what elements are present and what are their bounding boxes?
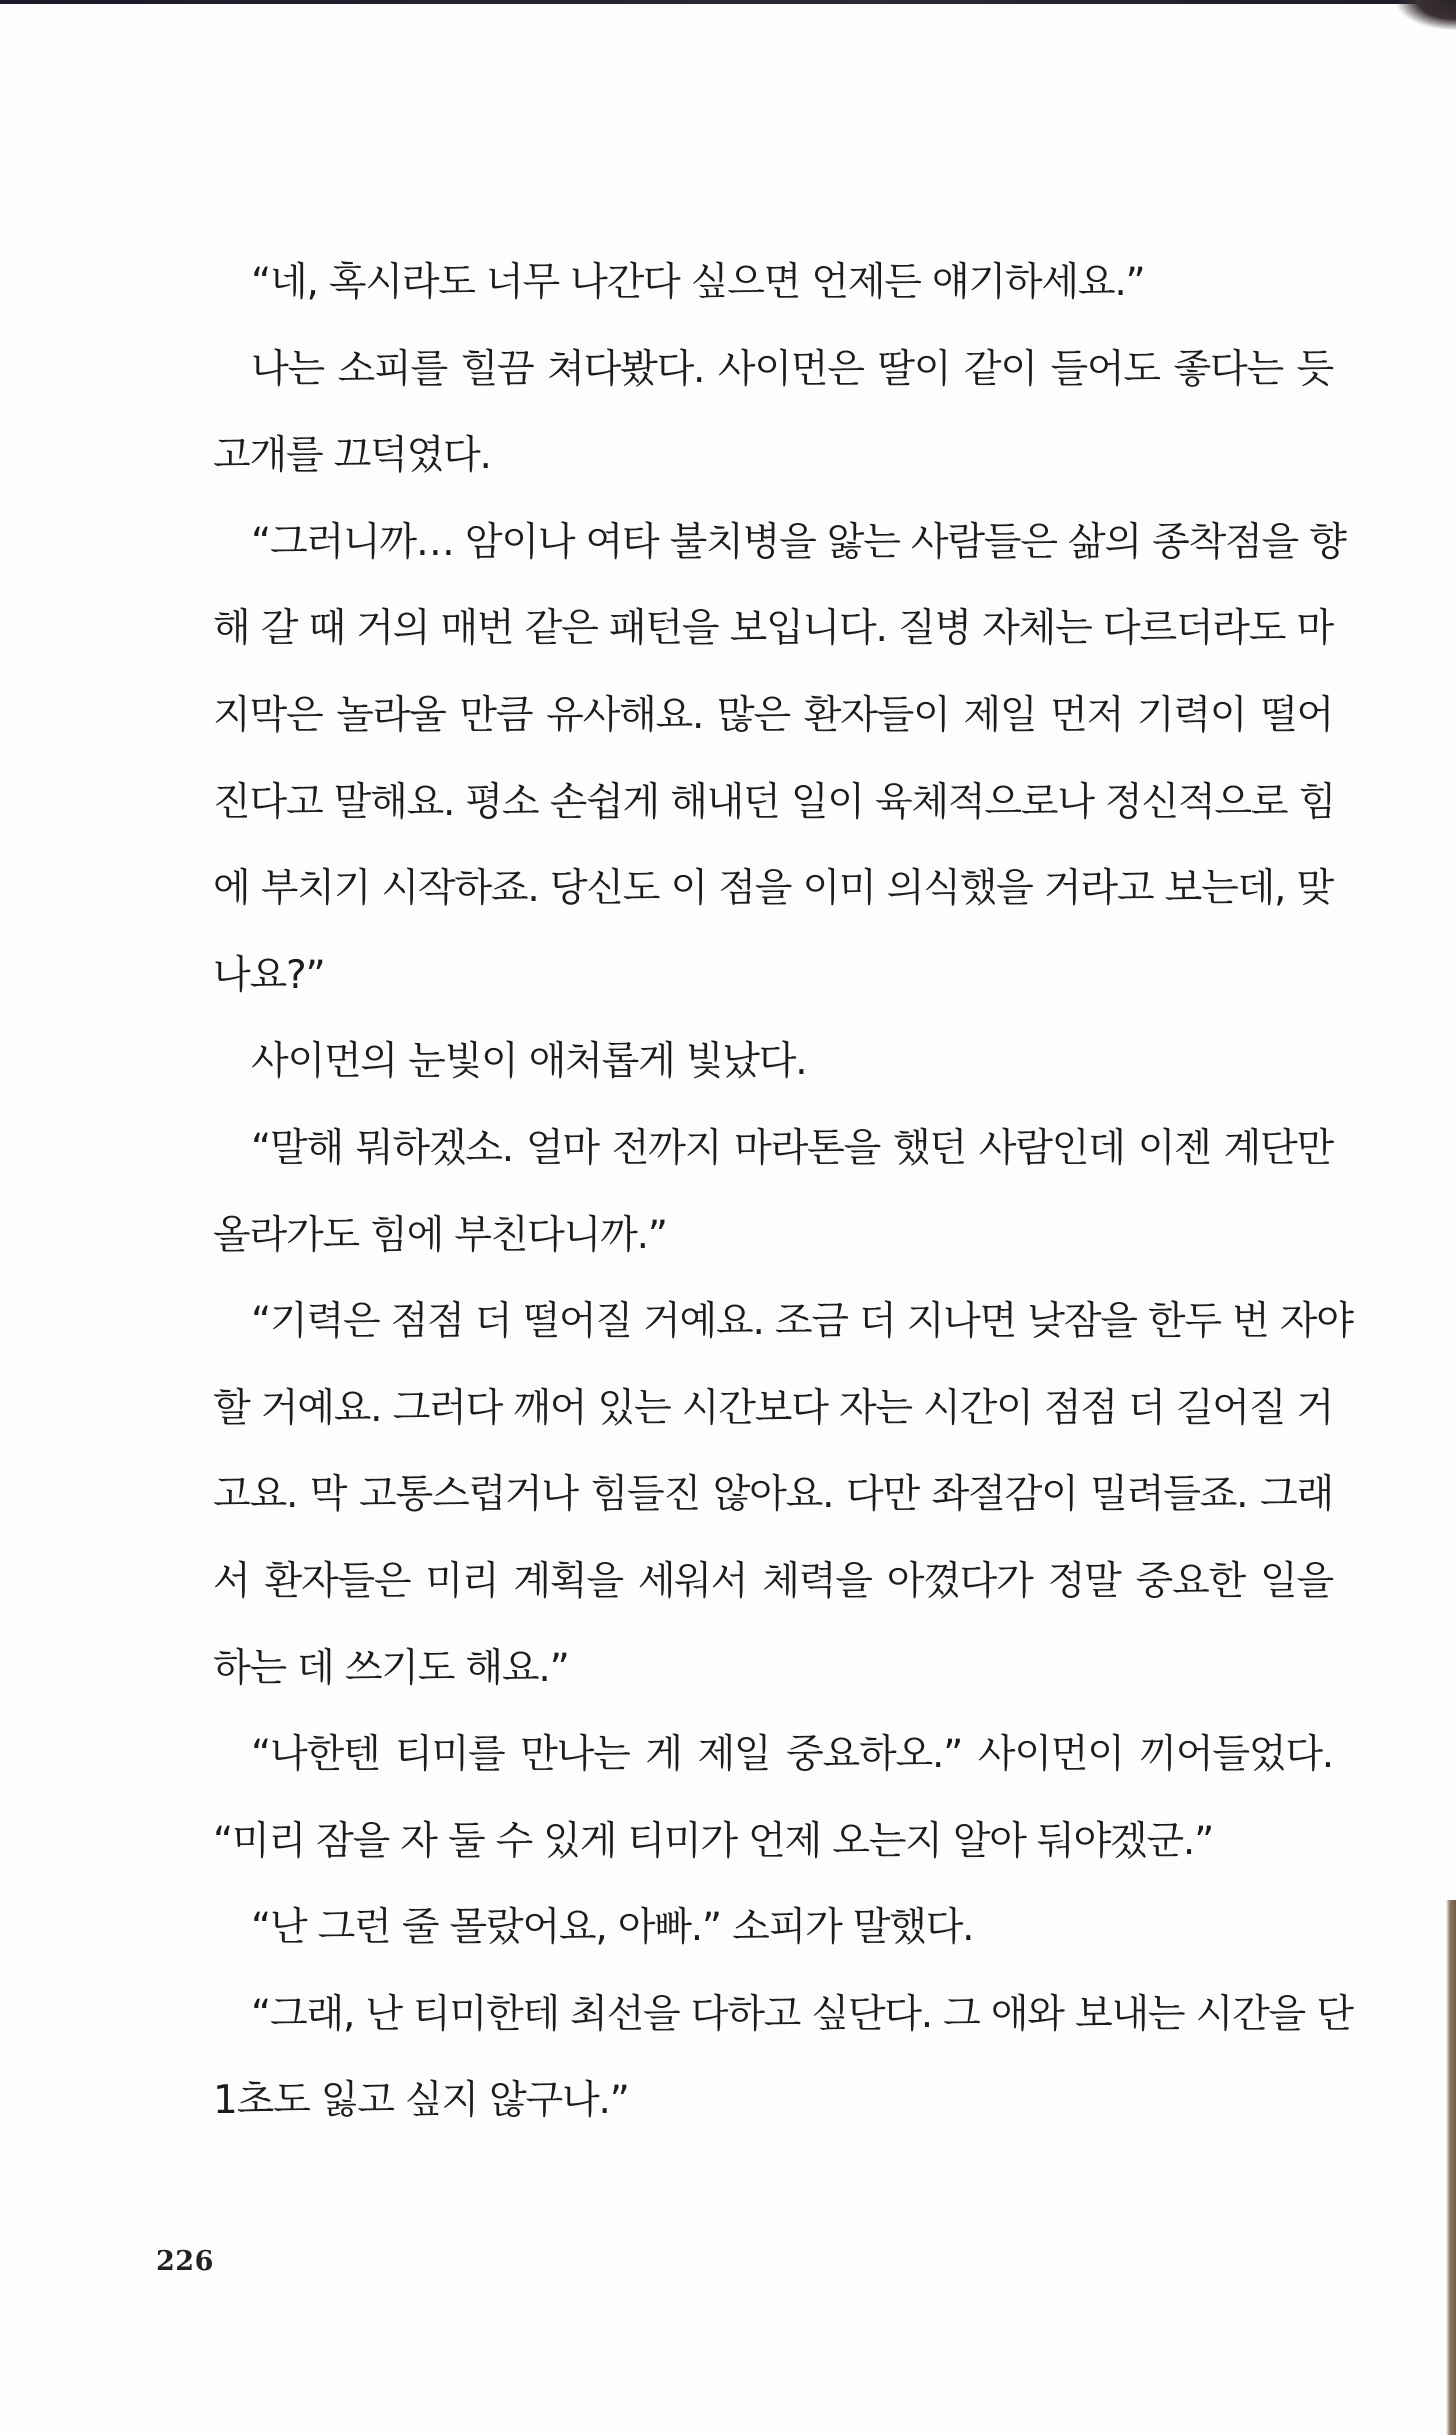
text-line: “그러니까… 암이나 여타 불치병을 앓는 사람들은 삶의 종착점을 향 xyxy=(251,519,1346,565)
text-line: 1초도 잃고 싶지 않구나.” xyxy=(213,2078,629,2124)
text-line: “기력은 점점 더 떨어질 거예요. 조금 더 지나면 낮잠을 한두 번 자야 xyxy=(251,1299,1353,1345)
text-line: 진다고 말해요. 평소 손쉽게 해내던 일이 육체적으로나 정신적으로 힘 xyxy=(213,779,1336,825)
text-line: 지막은 놀라울 만큼 유사해요. 많은 환자들이 제일 먼저 기력이 떨어 xyxy=(213,692,1333,738)
text-line: “그래, 난 티미한테 최선을 다하고 싶단다. 그 애와 보내는 시간을 단 xyxy=(251,1991,1353,2037)
text-line: 고요. 막 고통스럽거나 힘들진 않아요. 다만 좌절감이 밀려들죠. 그래 xyxy=(213,1472,1333,1518)
text-line: “미리 잠을 자 둘 수 있게 티미가 언제 오는지 알아 둬야겠군.” xyxy=(213,1818,1214,1864)
text-line: 올라가도 힘에 부친다니까.” xyxy=(213,1212,667,1258)
text-line: 서 환자들은 미리 계획을 세워서 체력을 아꼈다가 정말 중요한 일을 xyxy=(213,1558,1333,1604)
text-line: “난 그런 줄 몰랐어요, 아빠.” 소피가 말했다. xyxy=(251,1905,974,1951)
text-line: 나는 소피를 힐끔 쳐다봤다. 사이먼은 딸이 같이 들어도 좋다는 듯 xyxy=(251,346,1333,392)
text-line: 나요?” xyxy=(213,952,325,998)
body-text xyxy=(213,240,1353,2145)
text-line: 하는 데 쓰기도 해요.” xyxy=(213,1645,569,1691)
text-line: 할 거예요. 그러다 깨어 있는 시간보다 자는 시간이 점점 더 길어질 거 xyxy=(213,1385,1333,1431)
text-line: “나한텐 티미를 만나는 게 제일 중요하오.” 사이먼이 끼어들었다. xyxy=(251,1732,1333,1778)
text-line: 사이먼의 눈빛이 애처롭게 빛났다. xyxy=(251,1039,807,1085)
text-line: “네, 혹시라도 너무 나간다 싶으면 언제든 얘기하세요.” xyxy=(251,260,1145,305)
text-line: 에 부치기 시작하죠. 당신도 이 점을 이미 의식했을 거라고 보는데, 맞 xyxy=(213,866,1333,912)
page-number: 226 xyxy=(156,2246,214,2277)
text-line: 고개를 끄덕였다. xyxy=(213,433,491,479)
text-line: “말해 뭐하겠소. 얼마 전까지 마라톤을 했던 사람인데 이젠 계단만 xyxy=(251,1125,1333,1171)
text-line: 해 갈 때 거의 매번 같은 패턴을 보입니다. 질병 자체는 다르더라도 마 xyxy=(213,606,1333,652)
